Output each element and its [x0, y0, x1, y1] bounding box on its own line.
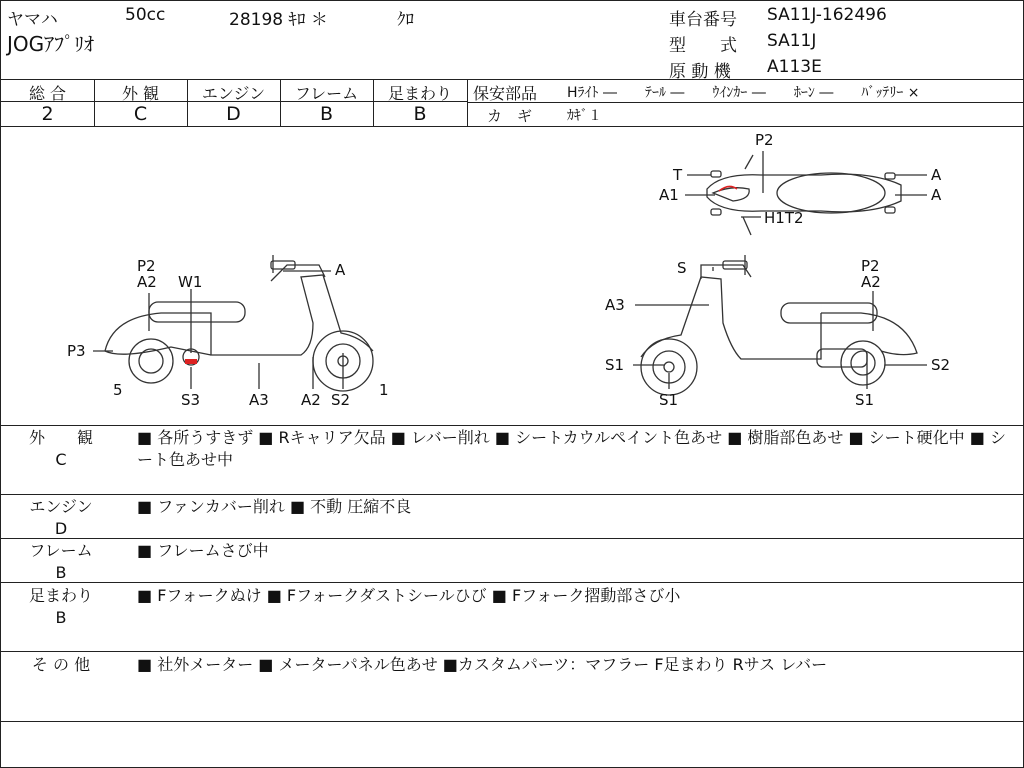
label-top-a-2: A [931, 186, 942, 204]
label-top-a-1: A [931, 166, 942, 184]
label-left-w1: W1 [178, 273, 203, 291]
label-right-s1-b: S1 [659, 391, 679, 409]
label-left-s3: S3 [181, 391, 201, 409]
divider [1, 538, 1023, 539]
divider [1, 721, 1023, 722]
grade-exterior-label: 外 観 [121, 84, 160, 103]
key-value: ｶｷﾞ１ [567, 108, 602, 124]
label-top-p2: P2 [755, 131, 774, 149]
leader-lines [93, 151, 927, 389]
grade-overall-value: 2 [41, 103, 54, 125]
grade-engine-value: D [226, 103, 241, 125]
label-left-s2: S2 [331, 391, 351, 409]
color: ｸﾛ [397, 10, 414, 30]
label-right-s: S [677, 259, 687, 277]
label-right-a2: A2 [861, 273, 881, 291]
section-other-text: ■ 社外メーター ■ メーターパネル色あせ ■カスタムパーツ：マフラー F足まわり Rサス レバー [137, 655, 828, 674]
divider [1, 79, 1023, 80]
section-suspension-text: ■ Fフォークぬけ ■ Fフォークダストシールひび ■ Fフォーク摺動部さび小 [137, 586, 681, 605]
divider [1, 425, 1023, 426]
model-label: 型 式 [669, 36, 737, 56]
label-left-5: 5 [113, 381, 123, 399]
mileage: 28198 ｷﾛ ＊ [229, 10, 328, 30]
section-engine-label: エンジン D [29, 497, 93, 538]
label-left-1: 1 [379, 381, 389, 399]
frame-no-label: 車台番号 [669, 10, 737, 30]
engine-label: 原 動 機 [669, 62, 731, 82]
label-left-a: A [335, 261, 346, 279]
model-name: JOGｱﾌﾟﾘｵ [7, 32, 95, 56]
label-right-s1-c: S1 [855, 391, 875, 409]
section-exterior-text: ■ 各所うすきず ■ Rキャリア欠品 ■ レバー削れ ■ シートカウルペイント色あせ ■ 樹脂部色あせ ■ シート硬化中 ■ シート色あせ中 [137, 428, 1006, 469]
label-left-p2: P2 [137, 257, 156, 275]
section-engine-text: ■ ファンカバー削れ ■ 不動 圧縮不良 [137, 497, 412, 516]
label-left-a3: A3 [249, 391, 269, 409]
grade-suspension-label: 足まわり [387, 84, 452, 103]
label-right-s1-a: S1 [605, 356, 625, 374]
section-suspension-label: 足まわり B [28, 586, 93, 627]
key-label: カ ギ [487, 107, 533, 125]
damage-diagram [1, 127, 1023, 425]
divider [1, 651, 1023, 652]
safety-label: 保安部品 [473, 84, 538, 103]
divider [1, 582, 1023, 583]
model-code: SA11J [767, 31, 817, 51]
top-view-scooter [707, 155, 901, 235]
grade-engine-label: エンジン [201, 84, 266, 103]
section-frame-text: ■ フレームさび中 [137, 541, 269, 560]
label-top-t: T [673, 166, 683, 184]
grade-frame-value: B [319, 103, 334, 125]
label-top-a1: A1 [659, 186, 679, 204]
label-right-p2: P2 [861, 257, 880, 275]
divider [467, 102, 1023, 103]
grade-frame-label: フレーム [294, 84, 359, 103]
grade-suspension-value: B [413, 103, 427, 125]
label-left-a2b: A2 [301, 391, 321, 409]
divider [1, 494, 1023, 495]
section-frame-label: フレーム B [29, 541, 93, 582]
frame-no: SA11J-162496 [767, 5, 887, 25]
label-right-a3: A3 [605, 296, 625, 314]
red-mark-left [185, 359, 197, 364]
label-top-h1t2: H1T2 [764, 209, 804, 227]
grade-overall-label: 総 合 [28, 84, 67, 103]
engine-code: A113E [767, 57, 822, 77]
label-left-p3: P3 [67, 342, 86, 360]
label-left-a2: A2 [137, 273, 157, 291]
grade-exterior-value: C [133, 103, 148, 125]
maker: ヤマハ [7, 10, 58, 30]
displacement: 50cc [125, 5, 166, 25]
section-other-label: そ の 他 [31, 655, 91, 674]
divider [467, 79, 468, 126]
section-exterior-label: 外 観 C [28, 428, 93, 469]
label-right-s2: S2 [931, 356, 951, 374]
safety-items: Hﾗｲﾄ ― ﾃｰﾙ ― ｳｲﾝｶｰ ― ﾎｰﾝ ― ﾊﾞｯﾃﾘｰ × [567, 85, 920, 101]
